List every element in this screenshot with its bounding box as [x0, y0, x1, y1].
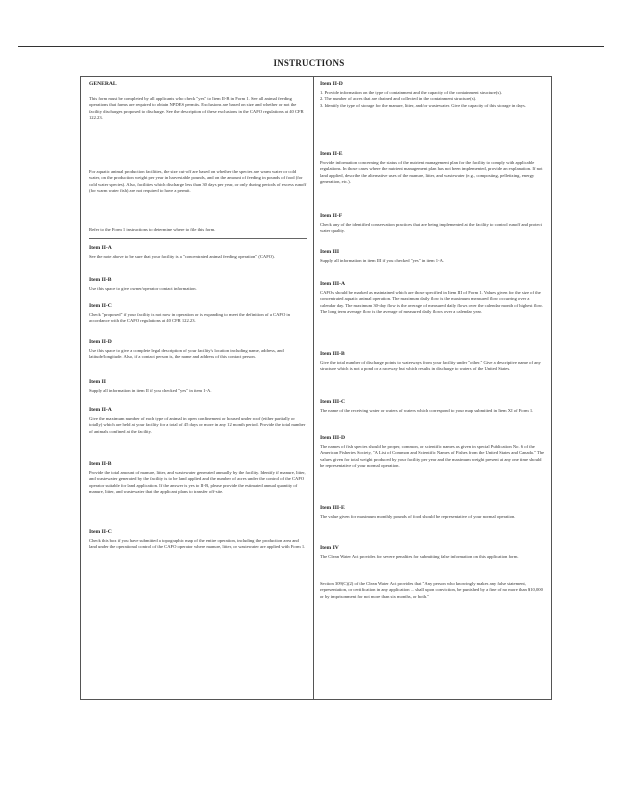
section-item-iii — [320, 249, 545, 264]
section-general-refer — [89, 227, 307, 233]
top-rule — [18, 46, 604, 47]
section-general-aquatic — [89, 169, 307, 195]
section-text: Supply all information in item III if you checked "yes" in item 1-A. — [320, 258, 445, 263]
section-text: Give the maximum number of each type of animal in open confinement or housed under roof (either partially or totally) which are held at your facility for a total of 45 days or more in any 12 month period. Provide the total number of animals confined at the facility. — [89, 416, 306, 434]
section-heading: Item III-E — [320, 505, 345, 511]
right-column — [314, 77, 551, 699]
section-heading: Item II — [89, 379, 106, 385]
section-text: 1. Provide information on the type of containment and the capacity of the containment structure(s). 2. The number of acres that are drained and collected in the containment structure(s). 3. Identify the type of storage for the manure, litter, and/or wastewater. Give the capacity of this storage in days. — [320, 90, 526, 108]
section-heading: Item II-A — [89, 407, 112, 413]
section-text: Check any of the identified conservation practices that are being implemented at the facility to control runoff and protect water quality. — [320, 222, 542, 234]
section-heading: Item III-C — [320, 399, 346, 405]
section-text: The name of the receiving water or waters of waters which correspond to your map submitted in Item XI of Form 1. — [320, 408, 534, 413]
section-item-iv — [320, 545, 545, 560]
section-item-ii-d-right — [320, 81, 545, 109]
section-item-iii-a — [320, 281, 545, 316]
section-item-iii-e — [320, 505, 545, 520]
section-heading: Item II-F — [320, 213, 343, 219]
section-text: Provide information concerning the status of the nutrient management plan for the facility to comply with applicable regulations. In those cases where the nutrient management plan has not been implemented, provide an explanation. If not land applied, describe the alternative uses of the manure, litter, and wastewater (e.g., composting, pelletizing, energy generation, etc.). — [320, 160, 543, 185]
section-text: Use this space to give owner/operator contact information. — [89, 286, 197, 291]
section-heading: Item II-C — [89, 303, 112, 309]
section-item-ii-e — [320, 151, 545, 186]
section-heading: Item IV — [320, 545, 339, 551]
section-text: The names of fish species should be proper, common, or scientific names as given in special Publication No. 6 of the American Fisheries Society, "A List of Common and Scientific Names of Fishes from the United States and Canada." The values given for total weight produced by your facility per year and the maximum weight present at any one time should be representative of your normal operation. — [320, 444, 545, 469]
section-text: Supply all information in item II if you checked "yes" in item 1-A. — [89, 388, 212, 393]
section-item-iii-c — [320, 399, 545, 414]
instructions-frame — [80, 76, 552, 700]
section-item-ii-c-2 — [89, 529, 307, 551]
section-text: Check "proposed" if your facility is not now in operation or is expanding to meet the definition of a CAFO in accordance with the CAFO regulations at 40 CFR 122.23. — [89, 312, 290, 324]
page-title: INSTRUCTIONS — [273, 58, 345, 68]
section-heading: Item III-A — [320, 281, 346, 287]
section-item-iii-b — [320, 351, 545, 373]
section-text: The Clean Water Act provides for severe penalties for submitting false information on this application form. — [320, 554, 519, 559]
section-text: See the note above to be sure that your facility is a "concentrated animal feeding operation" (CAFO). — [89, 254, 275, 259]
section-heading: Item III-D — [320, 435, 346, 441]
section-item-ii-d — [89, 339, 307, 361]
section-heading: Item II-A — [89, 245, 112, 251]
left-column — [81, 77, 314, 699]
section-text: Give the total number of discharge points to waterways from your facility under "other." Give a descriptive name of any structure which is not a pond or a raceway but which results in discharge to waters of the United States. — [320, 360, 541, 372]
section-general — [89, 81, 307, 122]
section-heading: Item II-E — [320, 151, 343, 157]
section-heading: GENERAL — [89, 81, 117, 87]
section-heading: Item II-D — [320, 81, 343, 87]
divider — [89, 238, 307, 239]
section-item-iii-d — [320, 435, 545, 470]
section-item-ii-b — [89, 277, 307, 292]
section-text: Section 309(C)(2) of the Clean Water Act provides that "Any person who knowingly makes any false statement, representation, or certification in any application ... shall upon conviction, be punished by a fine of no more than $10,000 or by imprisonment for not more than six months, or both." — [320, 581, 543, 599]
section-item-ii-b-2 — [89, 461, 307, 496]
section-text: CAFOs should be marked as maintained which are those specified in Item III of Form 1. Values given for the size of the concentrated aquatic animal operation. The maximum daily flow is the maximum measured flow occurring over a calendar day. The maximum 30-day flow is the average of measured daily flows over the calendar month of highest flow. The long term average flow is the average of measured daily flows over a calendar year. — [320, 290, 543, 315]
section-heading: Item II-B — [89, 461, 112, 467]
section-text: The value given for maximum monthly pounds of food should be representative of your normal operation. — [320, 514, 516, 519]
section-heading: Item II-D — [89, 339, 112, 345]
section-text: This form must be completed by all applicants who check "yes" to Item II-B in Form 1. See all animal feeding operations that farms are required to obtain NPDES permits. Exclusions are based on size and whether or not the facility discharges proposed to discharge. See the description of these exclusions in the CAFO regulations at 40 CFR 122.23. — [89, 96, 304, 121]
section-item-ii-a-2 — [89, 407, 307, 435]
section-heading: Item II-B — [89, 277, 112, 283]
section-text: Use this space to give a complete legal description of your facility's location including name, address, and latitude/longitude. Also, if a contact person is, the name and address of this contact person. — [89, 348, 284, 360]
section-text: Check this box if you have submitted a topographic map of the entire operation, including the production area and land under the operational control of the CAFO operator where manure, litter, or wastewater are applied with Form 1. — [89, 538, 306, 550]
section-item-ii-c — [89, 303, 307, 325]
section-item-iv-penalty — [320, 581, 545, 600]
section-item-ii-a — [89, 245, 307, 260]
section-text: Provide the total amount of manure, litter, and wastewater generated annually by the facility. Identify if manure, litter, and wastewater generated by the facility is to be land applied and the number of acres under the control of the CAFO operator suitable for land application. If the answer is yes to II-B, please provide the estimated annual quantity of manure, litter, and wastewater that the applicant plans to transfer off-site. — [89, 470, 306, 495]
section-text: Refer to the Form 1 instructions to determine where to file this form. — [89, 227, 216, 232]
section-heading: Item II-C — [89, 529, 112, 535]
section-item-ii — [89, 379, 307, 394]
section-text: For aquatic animal production facilities, the size cut-off are based on whether the species are warm water or cold water, on the production weight per year in harvestable pounds, and on the amount of feeding in pounds of food (for cold water species). Also, facilities which discharge less than 30 days per year, or only during periods of excess runoff (for warm water fish) are not required to have a permit. — [89, 169, 307, 194]
section-heading: Item III — [320, 249, 340, 255]
section-heading: Item III-B — [320, 351, 345, 357]
section-item-ii-f — [320, 213, 545, 235]
